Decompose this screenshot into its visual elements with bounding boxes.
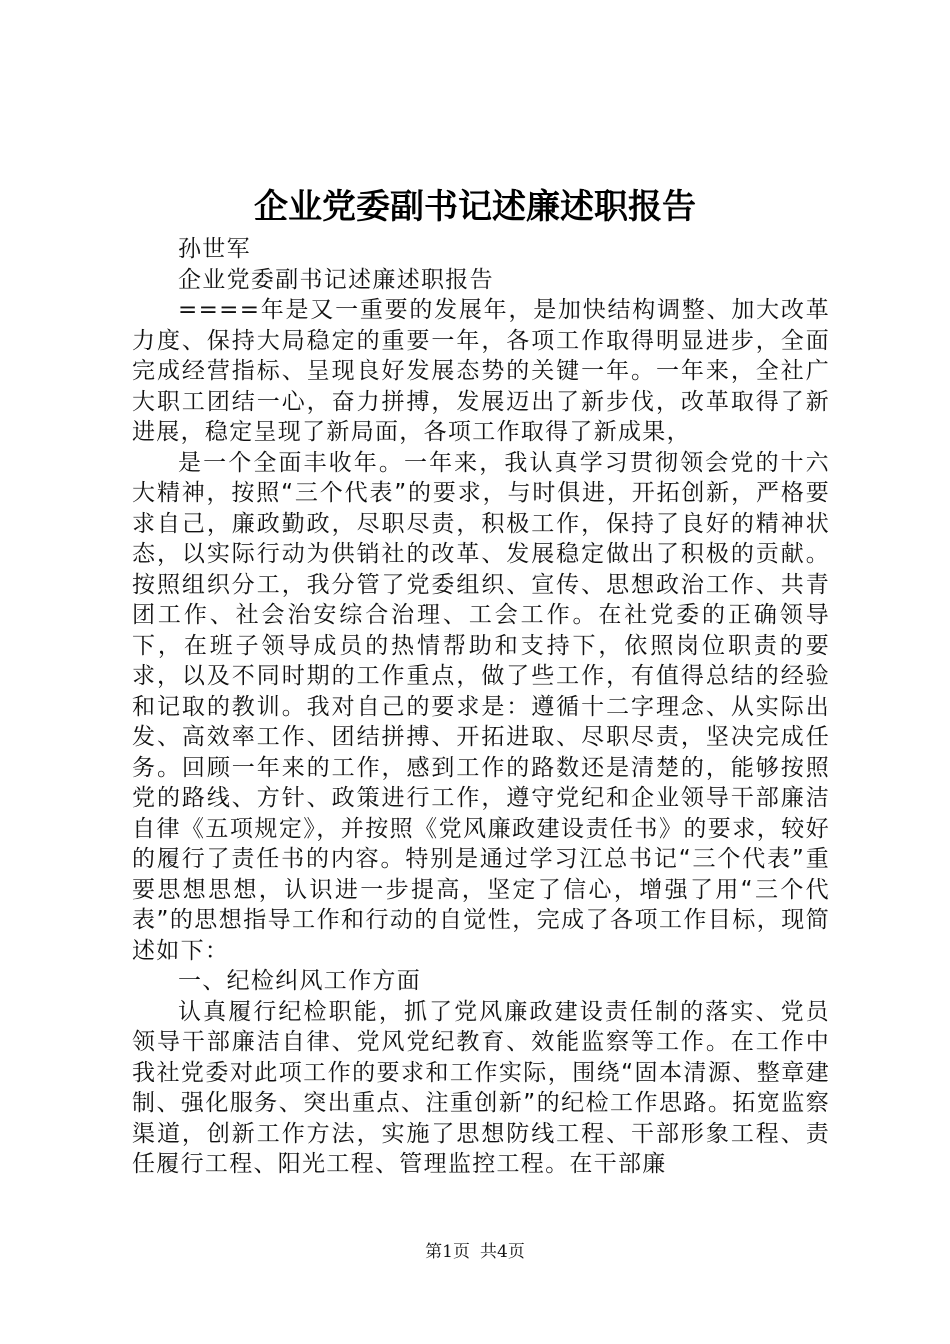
document-title: 企业党委副书记述廉述职报告 — [254, 187, 696, 227]
document-body — [132, 234, 830, 1180]
page-total: 共4页 — [480, 1242, 525, 1262]
paragraph: 认真履行纪检职能，抓了党风廉政建设责任制的落实、党员领导干部廉洁自律、党风党纪教育、效能监察等工作。在工作中我社党委对此项工作的要求和工作实际，围绕“固本清源、整章建制、强化服务、突出重点、注重创新”的纪检工作思路。拓宽监察渠道，创新工作方法，实施了思想防线工程、干部形象工程、责任履行工程、阳光工程、管理监控工程。在干部廉 — [132, 998, 830, 1177]
subtitle-line: 企业党委副书记述廉述职报告 — [178, 266, 494, 293]
page-number: 第1页 — [425, 1242, 470, 1262]
paragraph: 是一个全面丰收年。一年来，我认真学习贯彻领会党的十六大精神，按照“三个代表”的要求，与时俱进，开拓创新，严格要求自己，廉政勤政，尽职尽责，积极工作，保持了良好的精神状态，以实际行动为供销社的改革、发展稳定做出了积极的贡献。按照组织分工，我分管了党委组织、宣传、思想政治工作、共青团工作、社会治安综合治理、工会工作。在社党委的正确领导下，在班子领导成员的热情帮助和支持下，依照岗位职责的要求，以及不同时期的工作重点，做了些工作，有值得总结的经验和记取的教训。我对自己的要求是：遵循十二字理念、从实际出发、高效率工作、团结拼搏、开拓进取、尽职尽责，坚决完成任务。回顾一年来的工作，感到工作的路数还是清楚的，能够按照党的路线、方针、政策进行工作，遵守党纪和企业领导干部廉洁自律《五项规定》，并按照《党风廉政建设责任书》的要求，较好的履行了责任书的内容。特别是通过学习江总书记“三个代表”重要思想思想，认识进一步提高，坚定了信心，增强了用“三个代表”的思想指导工作和行动的自觉性，完成了各项工作目标，现简述如下： — [132, 449, 830, 964]
author-line: 孙世军 — [178, 236, 251, 262]
section-heading: 一、纪检纠风工作方面 — [178, 968, 421, 994]
paragraph: ====年是又一重要的发展年，是加快结构调整、加大改革力度、保持大局稳定的重要一年，各项工作取得明显进步，全面完成经营指标、呈现良好发展态势的关键一年。一年来，全社广大职工团结一心，奋力拼搏，发展迈出了新步伐，改革取得了新进展，稳定呈现了新局面，各项工作取得了新成果， — [132, 297, 830, 445]
page-footer — [0, 1240, 950, 1264]
